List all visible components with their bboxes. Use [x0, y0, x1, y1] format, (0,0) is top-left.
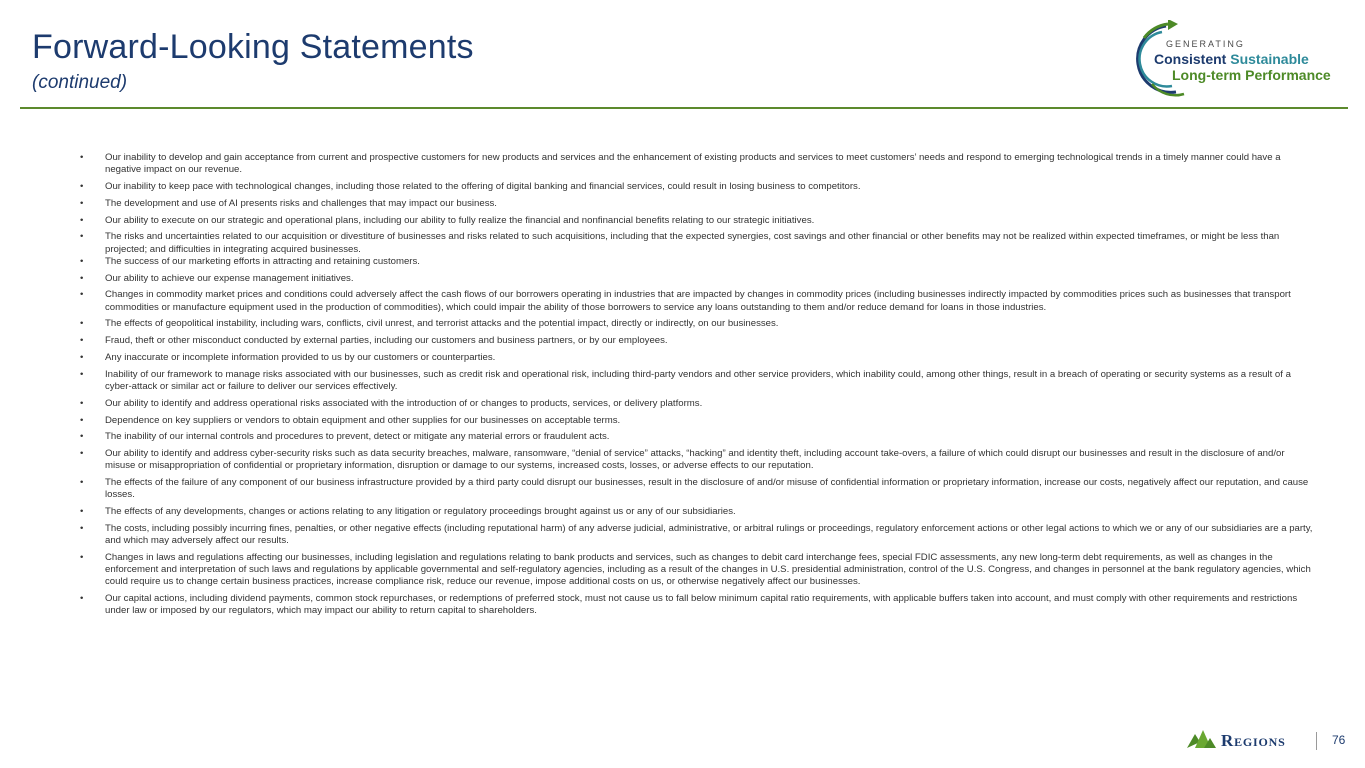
- bullet-icon: •: [80, 289, 84, 301]
- list-item: [78, 318, 1314, 330]
- list-item: [78, 352, 1314, 364]
- list-item-text: Inability of our framework to manage risks associated with our businesses, such as credit risk and operational risk, including third-party vendors and other service providers, which inability could, among other things, result in a breach of operating or security systems as a result of a cyber-attack or similar act or failure to deliver our services effectively.: [105, 368, 1291, 392]
- list-item-text: The success of our marketing efforts in attracting and retaining customers.: [105, 255, 420, 267]
- list-item-text: The effects of geopolitical instability, including wars, conflicts, civil unrest, and terrorist attacks and the potential impact, directly or indirectly, on our businesses.: [105, 318, 779, 330]
- bullet-icon: •: [80, 152, 84, 163]
- list-item-text: Fraud, theft or other misconduct conducted by external parties, including our customers and business partners, or by our employees.: [105, 335, 668, 347]
- list-item-text: Our ability to achieve our expense management initiatives.: [105, 272, 354, 284]
- bullet-icon: •: [80, 448, 84, 460]
- list-item: [78, 506, 1314, 518]
- bullet-icon: •: [80, 231, 84, 243]
- list-item: [78, 431, 1314, 443]
- page-subtitle: (continued): [32, 72, 128, 93]
- list-item-text: The inability of our internal controls and procedures to prevent, detect or mitigate any material errors or fraudulent acts.: [105, 431, 610, 443]
- list-item-text: The costs, including possibly incurring fines, penalties, or other negative effects (including reputational harm) of any adverse judicial, administrative, or arbitral rulings or proceedings, regulatory enforcement actions or other legal actions to which we or any of our subsidiaries are a party, and which may adversely affect our results.: [105, 522, 1313, 547]
- list-item: [78, 152, 1314, 176]
- list-item: [78, 415, 1314, 427]
- list-item: [78, 181, 1314, 193]
- bullet-icon: •: [80, 368, 84, 380]
- list-item-text: Our capital actions, including dividend payments, common stock repurchases, or redemptions of preferred stock, must not cause us to fall below minimum capital ratio requirements, with applicable buffers taken into account, and must comply with other requirements and restrictions under law or imposed by our regulators, which may impact our ability to return capital to shareholders.: [105, 593, 1298, 617]
- list-item: [78, 215, 1314, 227]
- list-item-text: Our inability to develop and gain acceptance from current and prospective customers for new products and services and the enhancement of existing products and services to meet customers’ needs and respond to emerging technological trends in a timely manner could have a negative impact on our revenue.: [105, 152, 1281, 176]
- regions-wordmark: Regions: [1221, 731, 1286, 750]
- bullet-icon: •: [80, 551, 84, 563]
- list-item-text: Changes in laws and regulations affecting our businesses, including legislation and regulations relating to bank products and services, such as changes to debit card interchange fees, special FDIC assessments, any new long-term debt requirements, as well as changes in the enforcement and interpretation of such laws and regulations by applicable governmental and self-regulatory agencies, including as a result of the changes in U.S. presidential administration, control of the U.S. Congress, and changes in personnel at the bank regulatory agencies, which could require us to change certain business practices, increase compliance risk, reduce our revenue, impose additional costs on us, or otherwise negatively affect our businesses.: [105, 551, 1311, 588]
- list-item: [78, 256, 1314, 268]
- logo-line-consistent-sustainable: [1154, 51, 1309, 67]
- bullet-icon: •: [80, 351, 84, 363]
- bullet-icon: •: [80, 414, 84, 426]
- bullet-icon: •: [80, 214, 84, 226]
- page-title: Forward-Looking Statements: [32, 28, 474, 66]
- regions-pyramid-icon: [1187, 728, 1217, 750]
- bullet-icon: •: [80, 197, 84, 209]
- list-item-text: Our inability to keep pace with technological changes, including those related to the offering of digital banking and financial services, could result in losing business to competitors.: [105, 181, 861, 192]
- list-item-text: The risks and uncertainties related to our acquisition or divestiture of businesses and risks related to such acquisitions, including that the expected synergies, cost savings and other financial or other benefits may not be realized within expected timeframes, or might be less than projected; and difficulties in integrating acquired businesses.: [105, 231, 1280, 255]
- risk-factor-list: [78, 152, 1314, 622]
- bullet-icon: •: [80, 506, 84, 518]
- list-item: [78, 523, 1314, 547]
- list-item: [78, 231, 1314, 255]
- list-item-text: The development and use of AI presents risks and challenges that may impact our business.: [105, 197, 497, 209]
- bullet-icon: •: [80, 272, 84, 284]
- footer-separator: [1316, 732, 1317, 750]
- list-item-text: Dependence on key suppliers or vendors to obtain equipment and other supplies for our businesses on acceptable terms.: [105, 414, 621, 426]
- list-item: [78, 593, 1314, 617]
- list-item-text: Any inaccurate or incomplete information provided to us by our customers or counterparties.: [105, 351, 496, 363]
- regions-logo: [1187, 727, 1312, 751]
- list-item: [78, 289, 1314, 313]
- bullet-icon: •: [80, 335, 84, 347]
- list-item: [78, 273, 1314, 285]
- page-number: 76: [1332, 733, 1346, 747]
- list-item: [78, 335, 1314, 347]
- bullet-icon: •: [80, 181, 84, 192]
- logo-line-long-term: Long-term Performance: [1172, 67, 1331, 83]
- list-item: [78, 198, 1314, 210]
- list-item-text: Our ability to execute on our strategic and operational plans, including our ability to fully realize the financial and nonfinancial benefits relating to our strategic initiatives.: [105, 214, 815, 226]
- list-item-text: The effects of any developments, changes or actions relating to any litigation or regulatory proceedings brought against us or any of our subsidiaries.: [105, 506, 736, 518]
- logo-word-sustainable: Sustainable: [1230, 51, 1309, 67]
- list-item: [78, 369, 1314, 393]
- bullet-icon: •: [80, 593, 84, 605]
- bullet-icon: •: [80, 522, 84, 534]
- list-item: [78, 477, 1314, 501]
- bullet-icon: •: [80, 318, 84, 330]
- bullet-icon: •: [80, 431, 84, 443]
- list-item-text: Our ability to identify and address operational risks associated with the introduction of or changes to products, services, or delivery platforms.: [105, 397, 703, 409]
- bullet-icon: •: [80, 255, 84, 267]
- header-divider: [20, 107, 1348, 109]
- logo-word-consistent: Consistent: [1154, 51, 1227, 67]
- list-item: [78, 398, 1314, 410]
- list-item: [78, 552, 1314, 589]
- bullet-icon: •: [80, 477, 84, 489]
- list-item-text: Our ability to identify and address cyber-security risks such as data security breaches, malware, ransomware, “denial of service” attacks, “hacking” and identity theft, including account take-overs, a failure of which could disrupt our businesses and result in the disclosure of and/or misuse or misappropriation of confidential or proprietary information, disruption or damage to our systems, increased costs, losses, or adverse effects to our reputation.: [105, 448, 1285, 472]
- generating-performance-logo: [1132, 20, 1347, 100]
- list-item-text: Changes in commodity market prices and conditions could adversely affect the cash flows of our borrowers operating in industries that are impacted by changes in commodity prices (including businesses indirectly impacted by commodities prices such as businesses that transport commodities or manufacture equipment used in the production of commodities), which could impair the ability of those borrowers to service any loans outstanding to them and/or reduce demand for loans in those industries.: [105, 289, 1291, 313]
- list-item: [78, 448, 1314, 472]
- list-item-text: The effects of the failure of any component of our business infrastructure provided by a third party could disrupt our businesses, result in the disclosure of and/or misuse of confidential information or proprietary information, increase our costs, negatively affect our reputation, and cause losses.: [105, 477, 1309, 501]
- bullet-icon: •: [80, 397, 84, 409]
- logo-line-generating: GENERATING: [1166, 39, 1245, 49]
